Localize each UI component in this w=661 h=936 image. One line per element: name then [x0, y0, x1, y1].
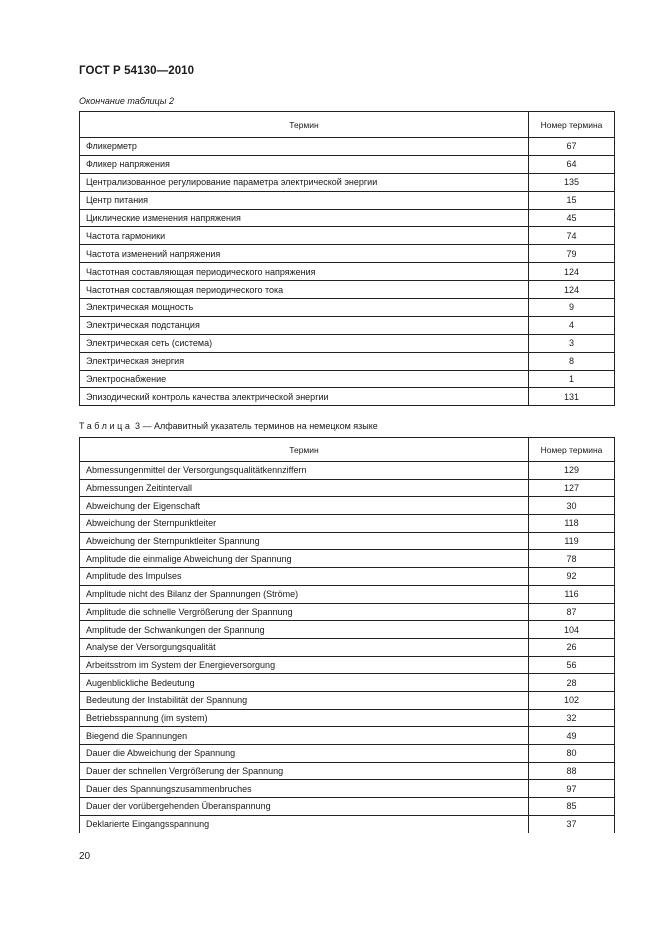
term-number-cell: 135: [529, 173, 615, 191]
term-number-cell: 127: [529, 479, 615, 497]
table-row: [80, 568, 615, 586]
table-row: [80, 621, 615, 639]
table2-terms: [79, 111, 615, 406]
term-number-cell: 116: [529, 585, 615, 603]
term-number-cell: 45: [529, 209, 615, 227]
table-row: [80, 263, 615, 281]
table-row: [80, 674, 615, 692]
term-number-cell: 9: [529, 299, 615, 317]
term-cell: Augenblickliche Bedeutung: [80, 674, 529, 692]
term-cell: Abmessungenmittel der Versorgungsqualitätkennziffern: [80, 462, 529, 480]
term-cell: Amplitude des Impulses: [80, 568, 529, 586]
term-number-cell: 30: [529, 497, 615, 515]
term-cell: Abweichung der Sternpunktleiter Spannung: [80, 532, 529, 550]
term-number-cell: 104: [529, 621, 615, 639]
table-row: [80, 245, 615, 263]
table-row: [80, 388, 615, 406]
table-row: [80, 155, 615, 173]
term-number-cell: 26: [529, 638, 615, 656]
table-row: [80, 281, 615, 299]
term-cell: Abweichung der Eigenschaft: [80, 497, 529, 515]
term-number-cell: 32: [529, 709, 615, 727]
table2-column-term: Термин: [80, 112, 529, 138]
table2-body: [80, 138, 615, 406]
table-row: [80, 334, 615, 352]
term-cell: Частота изменений напряжения: [80, 245, 529, 263]
term-number-cell: 67: [529, 138, 615, 156]
term-cell: Arbeitsstrom im System der Energieversorgung: [80, 656, 529, 674]
term-cell: Amplitude nicht des Bilanz der Spannungen (Ströme): [80, 585, 529, 603]
table-row: [80, 479, 615, 497]
table3-caption-label: Таблица: [79, 421, 133, 431]
table-row: [80, 798, 615, 816]
table-row: [80, 815, 615, 833]
term-number-cell: 129: [529, 462, 615, 480]
term-number-cell: 8: [529, 352, 615, 370]
table-row: [80, 462, 615, 480]
term-number-cell: 74: [529, 227, 615, 245]
term-cell: Abmessungen Zeitintervall: [80, 479, 529, 497]
table3-caption-text: 3 — Алфавитный указатель терминов на немецком языке: [135, 421, 378, 431]
table-row: [80, 780, 615, 798]
table-row: [80, 709, 615, 727]
table3-header-row: [80, 438, 615, 462]
term-cell: Электрическая энергия: [80, 352, 529, 370]
page-number: 20: [79, 851, 91, 862]
term-cell: Частотная составляющая периодического напряжения: [80, 263, 529, 281]
term-number-cell: 3: [529, 334, 615, 352]
term-number-cell: 1: [529, 370, 615, 388]
term-cell: Электрическая сеть (система): [80, 334, 529, 352]
term-cell: Частота гармоники: [80, 227, 529, 245]
term-cell: Dauer die Abweichung der Spannung: [80, 745, 529, 763]
term-number-cell: 87: [529, 603, 615, 621]
term-cell: Центр питания: [80, 191, 529, 209]
term-cell: Analyse der Versorgungsqualität: [80, 638, 529, 656]
term-cell: Централизованное регулирование параметра электрической энергии: [80, 173, 529, 191]
term-number-cell: 49: [529, 727, 615, 745]
table-row: [80, 532, 615, 550]
table-row: [80, 316, 615, 334]
term-cell: Dauer der schnellen Vergrößerung der Spannung: [80, 762, 529, 780]
table-row: [80, 370, 615, 388]
table2-header-row: [80, 112, 615, 138]
term-cell: Amplitude die schnelle Vergrößerung der Spannung: [80, 603, 529, 621]
term-number-cell: 118: [529, 515, 615, 533]
table3-body: [80, 462, 615, 833]
table-row: [80, 638, 615, 656]
term-cell: Betriebsspannung (im system): [80, 709, 529, 727]
table-row: [80, 656, 615, 674]
table-row: [80, 691, 615, 709]
term-number-cell: 85: [529, 798, 615, 816]
term-number-cell: 4: [529, 316, 615, 334]
term-number-cell: 15: [529, 191, 615, 209]
term-cell: Amplitude der Schwankungen der Spannung: [80, 621, 529, 639]
table3-column-number: Номер термина: [529, 438, 615, 462]
term-cell: Abweichung der Sternpunktleiter: [80, 515, 529, 533]
table3-caption: [79, 421, 378, 431]
table-row: [80, 299, 615, 317]
table-row: [80, 497, 615, 515]
table-row: [80, 762, 615, 780]
term-number-cell: 78: [529, 550, 615, 568]
term-cell: Biegend die Spannungen: [80, 727, 529, 745]
term-number-cell: 80: [529, 745, 615, 763]
table-row: [80, 727, 615, 745]
term-cell: Amplitude die einmalige Abweichung der Spannung: [80, 550, 529, 568]
table-row: [80, 227, 615, 245]
table2-column-number: Номер термина: [529, 112, 615, 138]
table-row: [80, 745, 615, 763]
term-number-cell: 131: [529, 388, 615, 406]
term-number-cell: 97: [529, 780, 615, 798]
term-number-cell: 88: [529, 762, 615, 780]
term-number-cell: 102: [529, 691, 615, 709]
term-cell: Bedeutung der Instabilität der Spannung: [80, 691, 529, 709]
term-number-cell: 92: [529, 568, 615, 586]
table-row: [80, 515, 615, 533]
table3-column-term: Термин: [80, 438, 529, 462]
term-cell: Фликер напряжения: [80, 155, 529, 173]
document-code-header: ГОСТ Р 54130—2010: [79, 65, 195, 77]
term-number-cell: 79: [529, 245, 615, 263]
term-number-cell: 124: [529, 281, 615, 299]
term-cell: Deklarierte Eingangsspannung: [80, 815, 529, 833]
table-row: [80, 191, 615, 209]
table-row: [80, 603, 615, 621]
term-cell: Частотная составляющая периодического тока: [80, 281, 529, 299]
table-row: [80, 585, 615, 603]
term-cell: Dauer des Spannungszusammenbruches: [80, 780, 529, 798]
table-row: [80, 173, 615, 191]
table-row: [80, 550, 615, 568]
term-number-cell: 28: [529, 674, 615, 692]
term-cell: Эпизодический контроль качества электрической энергии: [80, 388, 529, 406]
term-number-cell: 119: [529, 532, 615, 550]
table3-terms: [79, 437, 615, 833]
term-cell: Электрическая подстанция: [80, 316, 529, 334]
term-cell: Фликерметр: [80, 138, 529, 156]
term-number-cell: 56: [529, 656, 615, 674]
table2-caption: Окончание таблицы 2: [79, 96, 174, 106]
term-cell: Dauer der vorübergehenden Überanspannung: [80, 798, 529, 816]
term-number-cell: 37: [529, 815, 615, 833]
table-row: [80, 138, 615, 156]
term-number-cell: 64: [529, 155, 615, 173]
term-number-cell: 124: [529, 263, 615, 281]
table-row: [80, 209, 615, 227]
table-row: [80, 352, 615, 370]
term-cell: Электроснабжение: [80, 370, 529, 388]
term-cell: Электрическая мощность: [80, 299, 529, 317]
term-cell: Циклические изменения напряжения: [80, 209, 529, 227]
